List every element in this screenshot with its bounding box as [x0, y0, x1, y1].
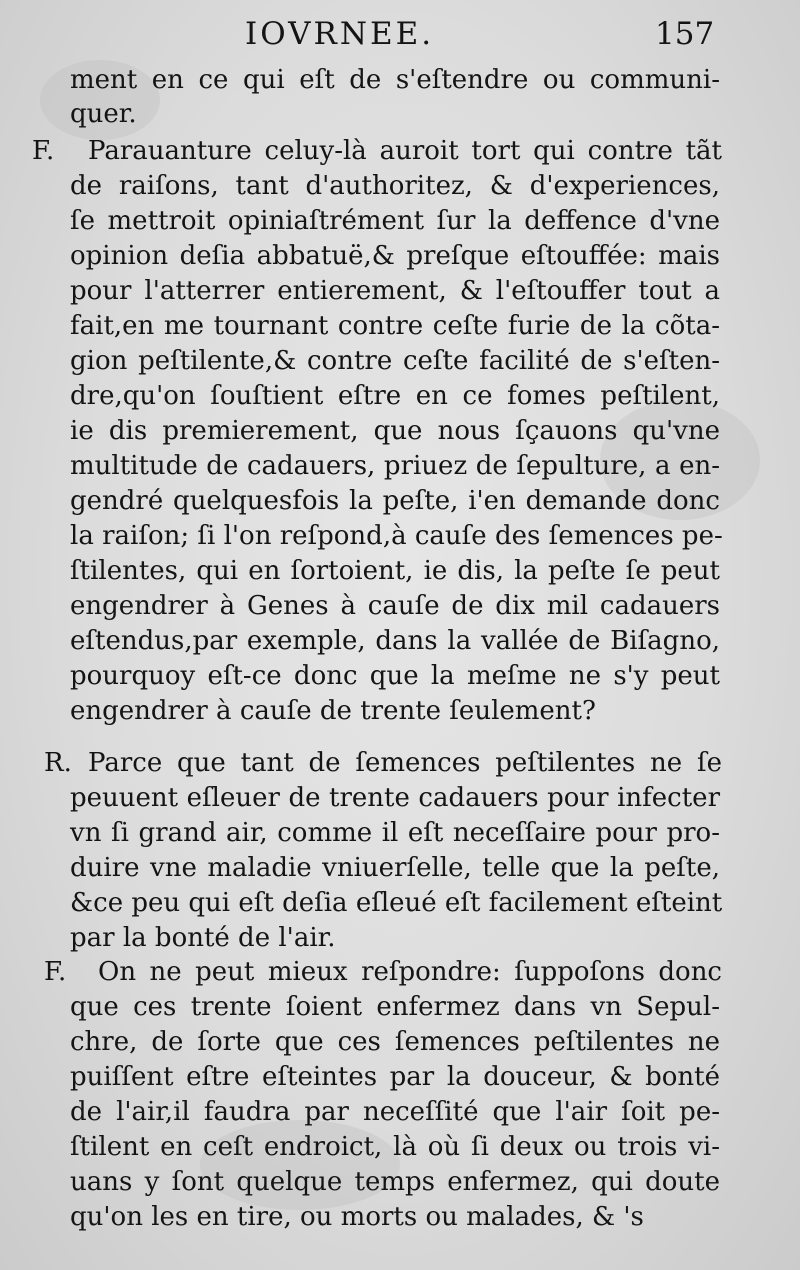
text-line: Parauanture celuy-là auroit tort qui contre tãt [88, 136, 722, 166]
text-line: pour l'atterrer entierement, & l'eſtouffer tout a [70, 276, 720, 306]
speaker-label: F. [44, 957, 67, 987]
text-line: gendré quelquesfois la peſte, i'en demande donc [70, 486, 720, 516]
speaker-label: R. [44, 748, 72, 778]
text-line: par la bonté de l'air. [70, 923, 336, 953]
text-line: quer. [70, 99, 137, 129]
text-line: de l'air,il faudra par neceſſité que l'air ſoit pe- [70, 1097, 720, 1127]
text-line: ie dis premierement, que nous ſçauons qu'vne [70, 416, 720, 446]
text-line: pourquoy eſt-ce donc que la meſme ne s'y peut [70, 661, 720, 691]
text-line: qu'on les en tire, ou morts ou malades, & 's [70, 1202, 644, 1232]
running-header-title: IOVRNEE. [245, 16, 435, 52]
text-line: ment en ce qui eſt de s'eſtendre ou communi- [70, 65, 720, 95]
text-line: peuuent eſleuer de trente cadauers pour infecter [70, 783, 720, 813]
text-line: On ne peut mieux reſpondre: ſuppoſons donc [98, 957, 722, 987]
page-number: 157 [655, 16, 715, 52]
text-line: fait,en me tournant contre ceſte furie de la cõta- [70, 311, 720, 341]
text-line: que ces trente ſoient enfermez dans vn Sepul- [70, 992, 720, 1022]
text-line: de raiſons, tant d'authoritez, & d'experiences, [70, 171, 720, 201]
text-line: eſtendus,par exemple, dans la vallée de Biſagno, [70, 626, 720, 656]
text-line: la raiſon; ſi l'on reſpond,à cauſe des ſemences pe- [70, 521, 723, 551]
text-line: chre, de ſorte que ces ſemences peſtilentes ne [70, 1027, 720, 1057]
text-line: ſe mettroit opiniaſtrément ſur la deffence d'vne [70, 206, 720, 236]
text-line: vn ſi grand air, comme il eſt neceſſaire pour pro- [70, 818, 720, 848]
text-line: engendrer à cauſe de trente ſeulement? [70, 696, 596, 726]
text-line: &ce peu qui eſt deſia eſleué eſt facilement eſteint [70, 888, 723, 918]
text-line: puiſſent eſtre eſteintes par la douceur, & bonté [70, 1062, 720, 1092]
text-line: multitude de cadauers, priuez de ſepulture, a en- [70, 451, 720, 481]
text-line: opinion deſia abbatuë,& preſque eſtouffée: mais [70, 241, 720, 271]
text-line: uans y ſont quelque temps enfermez, qui doute [70, 1167, 720, 1197]
text-line: ſtilentes, qui en ſortoient, ie dis, la peſte ſe peut [70, 556, 720, 586]
text-line: ſtilent en ceſt endroict, là où ſi deux ou trois vi- [70, 1132, 720, 1162]
text-line: dre,qu'on ſouſtient eſtre en ce fomes peſtilent, [70, 381, 720, 411]
text-line: duire vne maladie vniuerſelle, telle que la peſte, [70, 853, 720, 883]
text-line: engendrer à Genes à cauſe de dix mil cadauers [70, 591, 720, 621]
text-line: gion peſtilente,& contre ceſte facilité de s'eſten- [70, 346, 720, 376]
speaker-label: F. [32, 136, 55, 166]
text-line: Parce que tant de ſemences peſtilentes ne ſe [88, 748, 722, 778]
